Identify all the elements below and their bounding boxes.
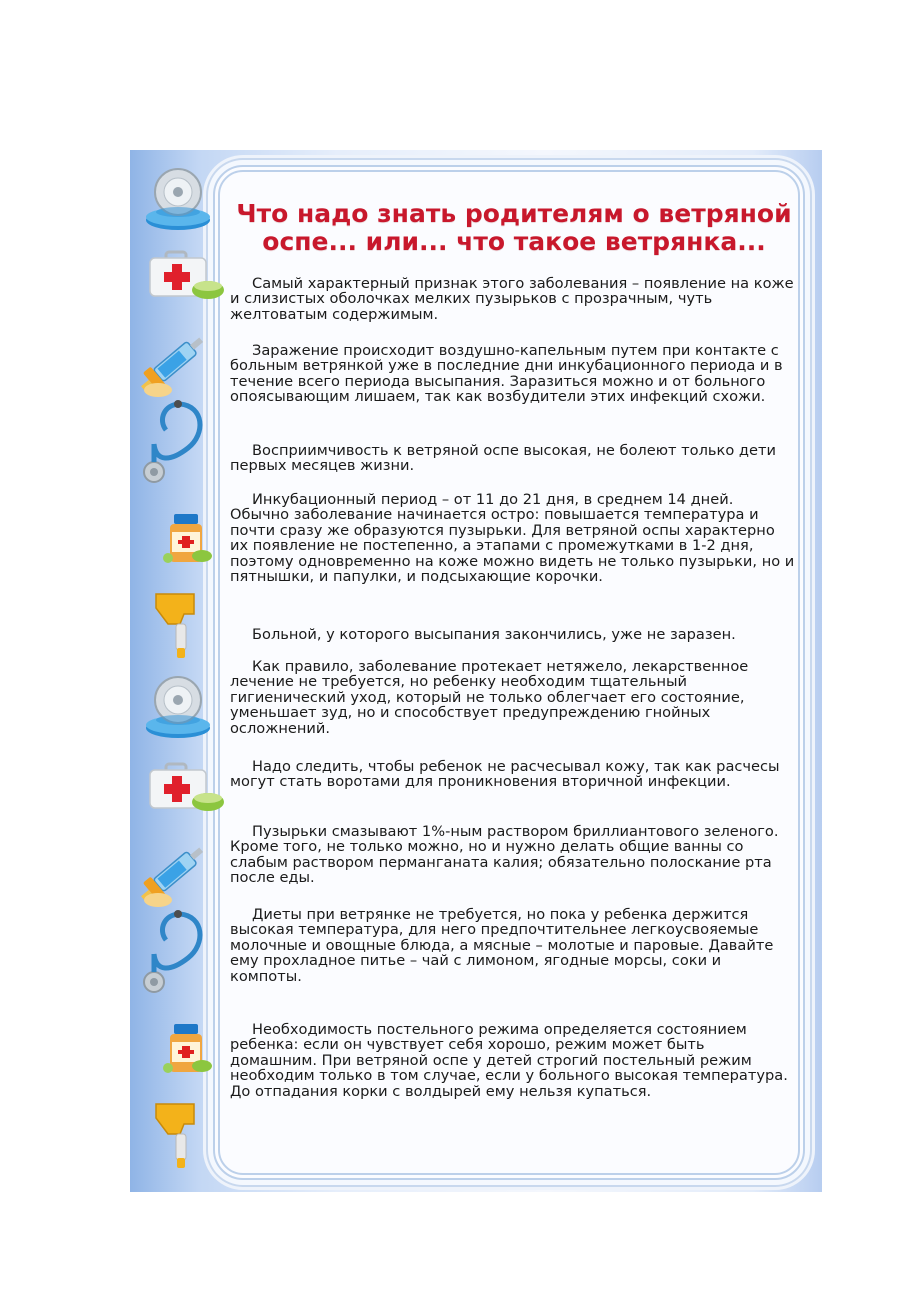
first-aid-kit-icon [146,250,228,308]
disc-icon [143,676,219,742]
paragraph-1: Самый характерный признак этого заболевания – появление на коже и слизистых оболочках мелких пузырьков с прозрачным, чуть желтоватым содержимым. [230,275,794,323]
page-title [228,200,800,256]
medicine-bottle-icon [160,1022,214,1082]
paragraph-4: Инкубационный период – от 11 до 21 дня, в среднем 14 дней. Обычно заболевание начинается остро: повышается температура и почти сразу же образуются пузырьки. Для ветряной оспы характерно их появление не постепенно, а этапами с промежутками в 1-2 дня, поэтому одновременно на коже можно видеть не только пузырьки, но и пятнышки, и папулки, и подсыхающие корочки. [230,491,795,586]
paragraph-5: Больной, у которого высыпания закончились, уже не заразен. [252,626,736,643]
disc-icon [143,168,219,234]
paragraph-3: Восприимчивость к ветряной оспе высокая, не болеют только дети первых месяцев жизни. [230,442,776,475]
paragraph-7: Надо следить, чтобы ребенок не расчесывал кожу, так как расчесы могут стать воротами для проникновения вторичной инфекции. [230,758,780,791]
syringe-icon [140,328,216,404]
stethoscope-icon [140,910,216,1000]
otoscope-icon [150,588,202,662]
paragraph-8: Пузырьки смазывают 1%-ным раствором бриллиантового зеленого. Кроме того, не только можно, но и нужно делать общие ванны со слабым раствором перманганата калия; обязательно полоскание рта после еды. [230,823,779,887]
paragraph-9: Диеты при ветрянке не требуется, но пока у ребенка держится высокая температура, для него предпочтительнее легкоусвояемые молочные и овощные блюда, а мясные – молотые и паровые. Давайте ему прохладное питье – чай с лимоном, ягодные морсы, соки и компоты. [230,906,774,985]
title-line-2: оспе... или... что такое ветрянка... [262,227,766,256]
paragraph-2: Заражение происходит воздушно-капельным путем при контакте с больным ветрянкой уже в последние дни инкубационного периода и в течение всего периода высыпания. Заразиться можно и от больного опоясывающим лишаем, так как возбудители этих инфекций схожи. [230,342,783,406]
title-line-1: Что надо знать родителям о ветряной [236,199,792,228]
stethoscope-icon [140,400,216,490]
first-aid-kit-icon [146,762,228,820]
otoscope-icon [150,1098,202,1172]
medicine-bottle-icon [160,512,214,572]
syringe-icon [140,838,216,914]
paragraph-10: Необходимость постельного режима определяется состоянием ребенка: если он чувствует себя хорошо, режим может быть домашним. При ветряной оспе у детей строгий постельный режим необходим только в том случае, если у больного высокая температура. До отпадания корки с волдырей ему нельзя купаться. [230,1021,788,1100]
paragraph-6: Как правило, заболевание протекает нетяжело, лекарственное лечение не требуется, но ребенку необходим тщательный гигиенический уход, который не только облегчает его состояние, уменьшает зуд, но и способствует предупреждению гнойных осложнений. [230,658,749,737]
